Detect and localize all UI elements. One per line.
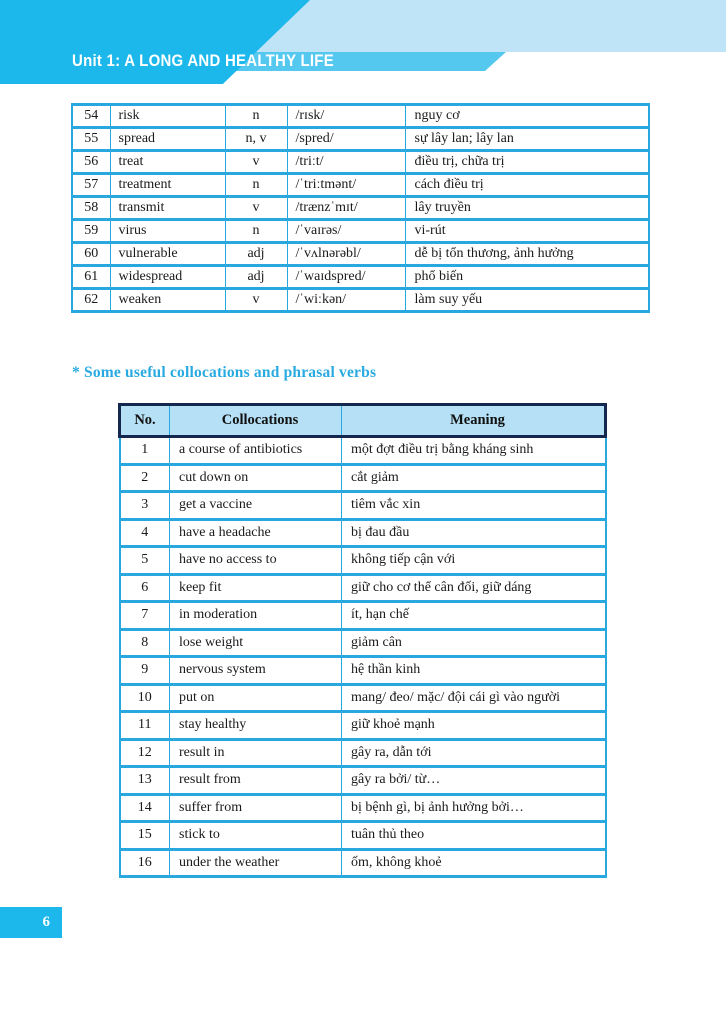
header-row [120,405,606,437]
page-number-tab: 6 [0,907,62,938]
cell-meaning: tiêm vắc xin [342,492,606,520]
table-row [72,289,649,312]
collocations-table-container [118,403,607,878]
cell-ipa: /rɪsk/ [287,105,405,128]
cell-pos: v [225,151,287,174]
cell-meaning: lây truyền [405,197,649,220]
table-row [72,174,649,197]
header-collocation: Collocations [170,405,342,437]
cell-ipa: /ˈvaɪrəs/ [287,220,405,243]
cell-meaning: vi-rút [405,220,649,243]
cell-collocation: nervous system [170,657,342,685]
cell-no: 5 [120,547,170,575]
cell-collocation: suffer from [170,794,342,822]
header-meaning: Meaning [342,405,606,437]
cell-pos: v [225,197,287,220]
cell-no: 7 [120,602,170,630]
cell-meaning: ít, hạn chế [342,602,606,630]
cell-collocation: a course of antibiotics [170,437,342,465]
cell-no: 13 [120,767,170,795]
table-row [120,629,606,657]
table-row [120,822,606,850]
cell-meaning: hệ thần kinh [342,657,606,685]
unit-title: Unit 1: A LONG AND HEALTHY LIFE [72,51,334,70]
cell-no: 60 [72,243,110,266]
cell-collocation: keep fit [170,574,342,602]
table-row [72,266,649,289]
cell-no: 62 [72,289,110,312]
table-row [120,739,606,767]
table-row [120,574,606,602]
cell-no: 1 [120,437,170,465]
cell-word: vulnerable [110,243,225,266]
table-row [120,464,606,492]
cell-collocation: result in [170,739,342,767]
banner-cyan-shape [0,0,310,84]
cell-pos: adj [225,266,287,289]
table-row [72,197,649,220]
cell-meaning: bị đau đầu [342,519,606,547]
cell-pos: n [225,105,287,128]
cell-meaning: dễ bị tổn thương, ảnh hưởng [405,243,649,266]
cell-meaning: làm suy yếu [405,289,649,312]
table-row [120,437,606,465]
cell-word: risk [110,105,225,128]
cell-word: transmit [110,197,225,220]
cell-no: 59 [72,220,110,243]
cell-meaning: giảm cân [342,629,606,657]
table-row [72,220,649,243]
cell-meaning: ốm, không khoẻ [342,849,606,877]
cell-meaning: giữ cho cơ thể cân đối, giữ dáng [342,574,606,602]
header-no: No. [120,405,170,437]
cell-meaning: bị bệnh gì, bị ảnh hưởng bởi… [342,794,606,822]
cell-meaning: nguy cơ [405,105,649,128]
cell-no: 12 [120,739,170,767]
cell-collocation: get a vaccine [170,492,342,520]
cell-collocation: have no access to [170,547,342,575]
cell-collocation: put on [170,684,342,712]
table-row [120,684,606,712]
cell-word: virus [110,220,225,243]
table-row [120,492,606,520]
table-row [72,105,649,128]
cell-no: 3 [120,492,170,520]
cell-meaning: mang/ đeo/ mặc/ đội cái gì vào người [342,684,606,712]
cell-pos: n [225,220,287,243]
section-heading: * Some useful collocations and phrasal verbs [72,364,377,381]
cell-pos: n [225,174,287,197]
cell-meaning: tuân thủ theo [342,822,606,850]
table-row [72,243,649,266]
table-row [72,128,649,151]
cell-collocation: have a headache [170,519,342,547]
cell-collocation: lose weight [170,629,342,657]
cell-no: 10 [120,684,170,712]
cell-no: 58 [72,197,110,220]
cell-meaning: sự lây lan; lây lan [405,128,649,151]
cell-no: 16 [120,849,170,877]
cell-collocation: result from [170,767,342,795]
cell-meaning: điều trị, chữa trị [405,151,649,174]
cell-meaning: không tiếp cận với [342,547,606,575]
cell-collocation: cut down on [170,464,342,492]
cell-ipa: /spred/ [287,128,405,151]
cell-collocation: under the weather [170,849,342,877]
cell-pos: adj [225,243,287,266]
cell-no: 6 [120,574,170,602]
cell-no: 4 [120,519,170,547]
cell-ipa: /ˈvʌlnərəbl/ [287,243,405,266]
cell-word: weaken [110,289,225,312]
cell-collocation: stick to [170,822,342,850]
cell-meaning: cắt giảm [342,464,606,492]
cell-no: 14 [120,794,170,822]
cell-no: 11 [120,712,170,740]
vocab-table [71,103,650,313]
cell-word: treat [110,151,225,174]
cell-ipa: /trænzˈmɪt/ [287,197,405,220]
table-row [120,712,606,740]
cell-ipa: /ˈwiːkən/ [287,289,405,312]
cell-pos: v [225,289,287,312]
cell-meaning: gây ra, dẫn tới [342,739,606,767]
cell-no: 56 [72,151,110,174]
cell-word: treatment [110,174,225,197]
cell-no: 9 [120,657,170,685]
cell-collocation: in moderation [170,602,342,630]
cell-meaning: cách điều trị [405,174,649,197]
cell-no: 15 [120,822,170,850]
cell-meaning: giữ khoẻ mạnh [342,712,606,740]
table-row [120,767,606,795]
vocab-table-container [71,103,650,313]
cell-ipa: /ˈwaɪdspred/ [287,266,405,289]
table-row [120,657,606,685]
cell-word: widespread [110,266,225,289]
cell-ipa: /ˈtriːtmənt/ [287,174,405,197]
table-row [120,602,606,630]
cell-word: spread [110,128,225,151]
cell-collocation: stay healthy [170,712,342,740]
cell-meaning: gây ra bởi/ từ… [342,767,606,795]
cell-no: 57 [72,174,110,197]
table-row [120,547,606,575]
cell-meaning: một đợt điều trị bằng kháng sinh [342,437,606,465]
cell-meaning: phổ biến [405,266,649,289]
cell-no: 54 [72,105,110,128]
table-row [120,794,606,822]
table-row [120,849,606,877]
table-row [72,151,649,174]
cell-pos: n, v [225,128,287,151]
table-row [120,519,606,547]
cell-no: 55 [72,128,110,151]
cell-no: 61 [72,266,110,289]
cell-no: 8 [120,629,170,657]
cell-ipa: /triːt/ [287,151,405,174]
collocations-table [118,403,607,878]
cell-no: 2 [120,464,170,492]
